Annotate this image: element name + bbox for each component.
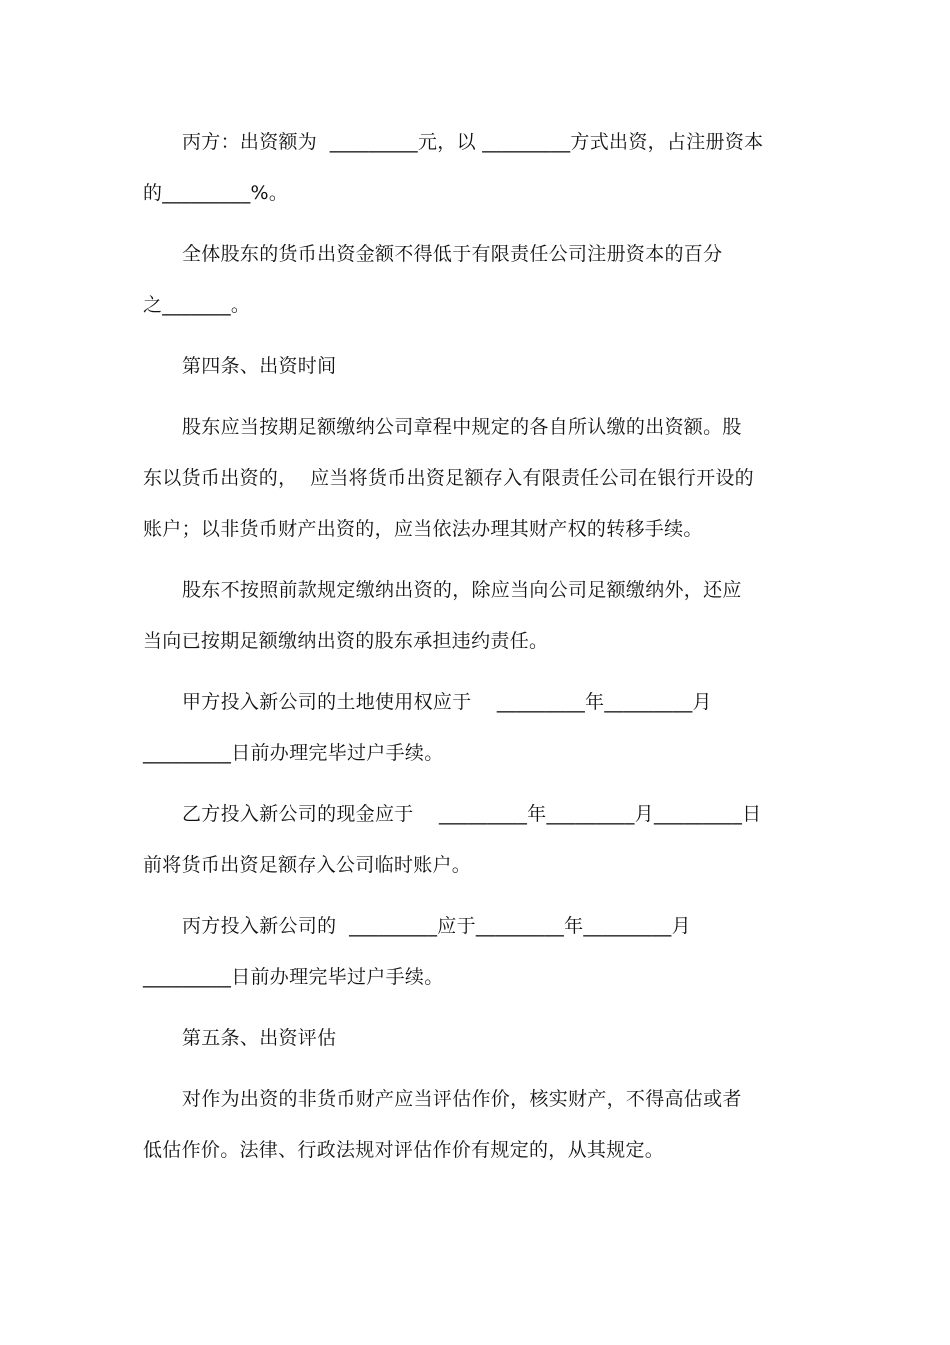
text-line-14: 前将货币出资足额存入公司临时账户。 <box>143 854 472 876</box>
text-line-12: _________日前办理完毕过户手续。 <box>143 742 444 764</box>
text-line-11: 甲方投入新公司的土地使用权应于 _________年_________月 <box>182 691 712 713</box>
text-line-9: 股东不按照前款规定缴纳出资的，除应当向公司足额缴纳外，还应 <box>182 579 742 601</box>
text-line-13: 乙方投入新公司的现金应于 _________年_________月_________日 <box>182 803 762 825</box>
text-line-7: 东以货币出资的， 应当将货币出资足额存入有限责任公司在银行开设的 <box>143 467 754 489</box>
section-heading-4: 第四条、出资时间 <box>182 355 337 377</box>
section-heading-5: 第五条、出资评估 <box>182 1027 337 1049</box>
text-line-18: 对作为出资的非货币财产应当评估作价，核实财产，不得高估或者 <box>182 1088 742 1110</box>
text-line-1: 丙方：出资额为 _________元，以 _________方式出资，占注册资本 <box>182 131 764 153</box>
text-line-10: 当向已按期足额缴纳出资的股东承担违约责任。 <box>143 630 549 652</box>
text-line-19: 低估作价。法律、行政法规对评估作价有规定的，从其规定。 <box>143 1139 665 1161</box>
text-line-3: 全体股东的货币出资金额不得低于有限责任公司注册资本的百分 <box>182 243 723 265</box>
text-line-6: 股东应当按期足额缴纳公司章程中规定的各自所认缴的出资额。股 <box>182 416 742 438</box>
text-line-2: 的_________%。 <box>143 182 289 204</box>
text-line-4: 之_______。 <box>143 294 251 316</box>
text-line-8: 账户；以非货币财产出资的，应当依法办理其财产权的转移手续。 <box>143 518 703 540</box>
text-line-15: 丙方投入新公司的 _________应于_________年_________月 <box>182 915 691 937</box>
text-line-16: _________日前办理完毕过户手续。 <box>143 966 444 988</box>
